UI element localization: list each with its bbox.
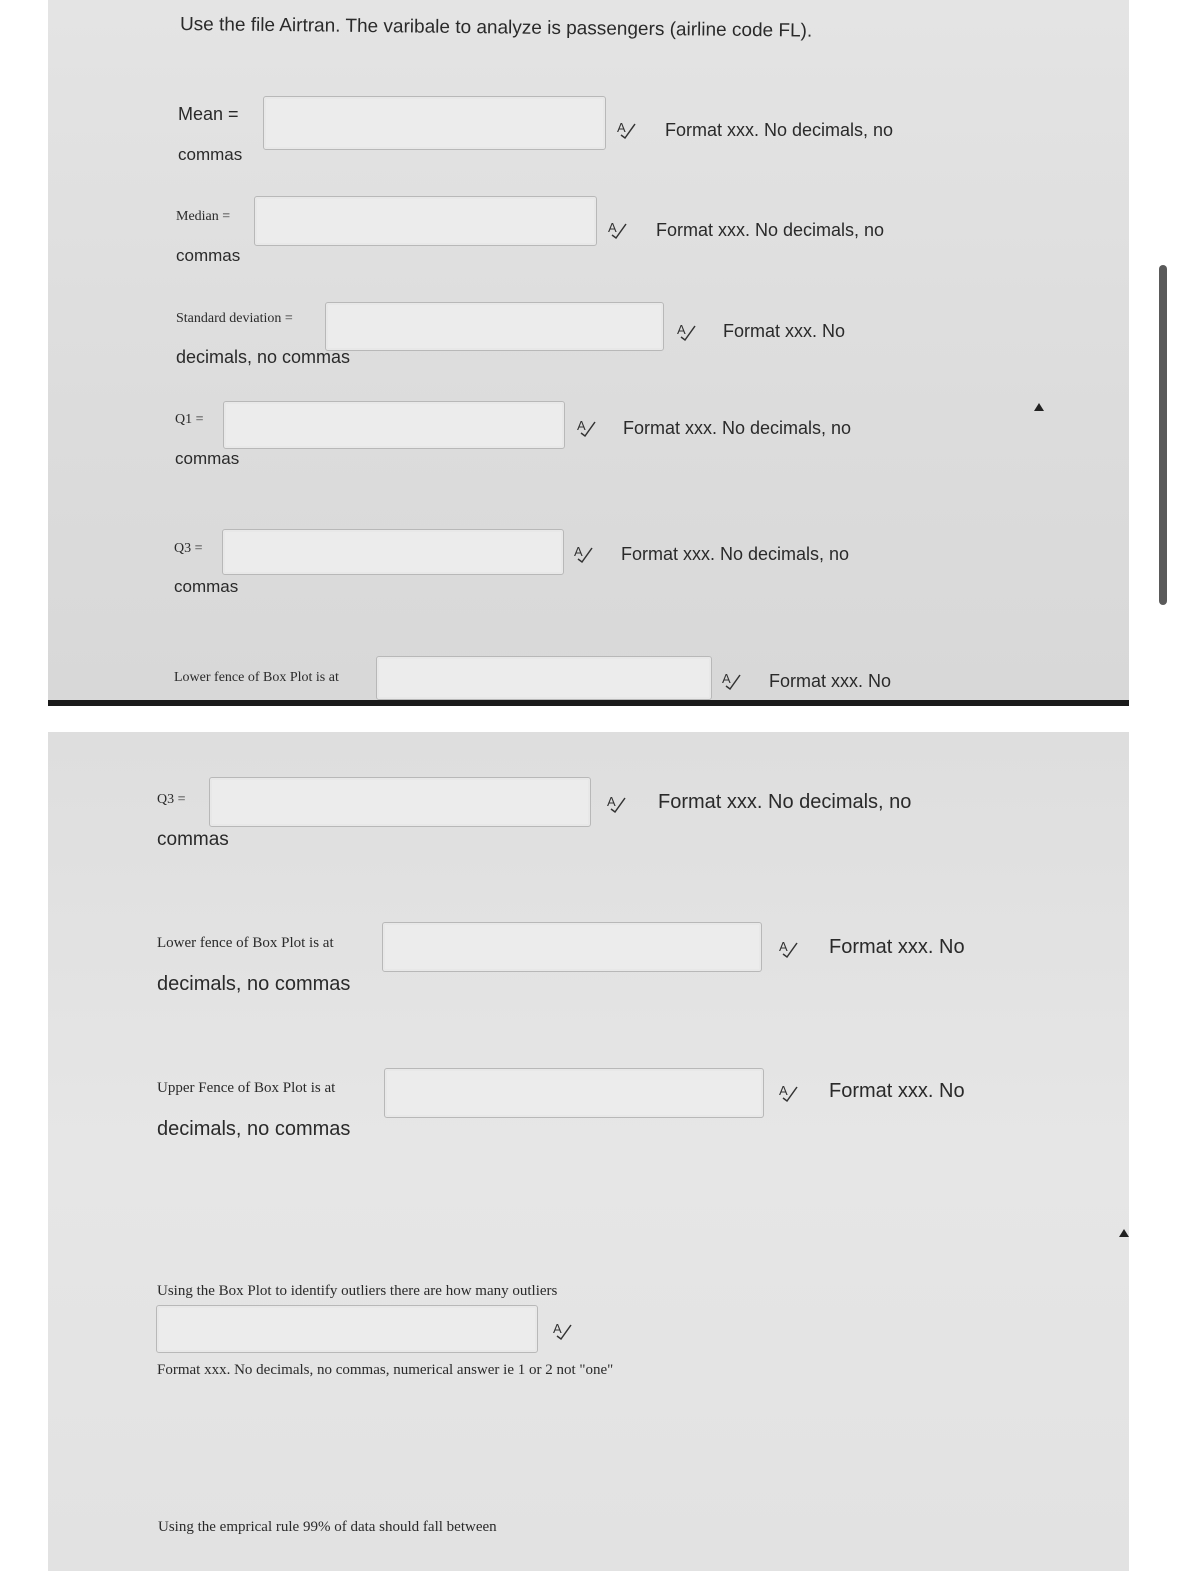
upper-fence-format-hint-cont: decimals, no commas (157, 1118, 351, 1140)
lower-fence-format-hint-cont-2: decimals, no commas (157, 973, 351, 995)
q3-label: Q3 = (174, 541, 203, 556)
q1-label: Q1 = (175, 412, 204, 427)
spellcheck-icon[interactable] (675, 320, 697, 342)
cursor-icon (1034, 403, 1044, 411)
svg-text:A: A (779, 1083, 788, 1098)
outliers-question: Using the Box Plot to identify outliers there are how many outliers (157, 1283, 558, 1299)
q1-input[interactable] (223, 401, 565, 449)
mean-label: Mean = (178, 104, 239, 124)
svg-text:A: A (617, 120, 626, 135)
std-dev-format-hint: Format xxx. No (723, 321, 846, 341)
spellcheck-icon[interactable] (777, 1081, 799, 1103)
q3-input-2[interactable] (209, 777, 591, 827)
svg-text:A: A (574, 544, 583, 559)
spellcheck-icon[interactable] (777, 937, 799, 959)
scrollbar[interactable] (1159, 265, 1167, 605)
mean-format-hint-cont: commas (178, 145, 243, 164)
q3-label-2: Q3 = (157, 792, 186, 807)
outliers-input[interactable] (156, 1305, 538, 1353)
q3-format-hint-cont: commas (174, 577, 239, 596)
std-dev-label: Standard deviation = (176, 311, 293, 326)
q3-format-hint: Format xxx. No decimals, no (621, 544, 850, 564)
svg-text:A: A (553, 1321, 562, 1336)
q3-format-hint-2: Format xxx. No decimals, no (658, 791, 912, 813)
median-label: Median = (176, 209, 231, 224)
upper-fence-format-hint: Format xxx. No (829, 1080, 965, 1102)
q1-format-hint: Format xxx. No decimals, no (623, 418, 852, 438)
lower-fence-label-2: Lower fence of Box Plot is at (157, 935, 334, 951)
spellcheck-icon[interactable] (551, 1319, 573, 1341)
median-input[interactable] (254, 196, 597, 246)
spellcheck-icon[interactable] (572, 542, 594, 564)
svg-text:A: A (677, 322, 686, 337)
spellcheck-icon[interactable] (605, 792, 627, 814)
upper-fence-input[interactable] (384, 1068, 764, 1118)
empirical-question: Using the emprical rule 99% of data should fall between (158, 1519, 497, 1535)
spellcheck-icon[interactable] (720, 669, 742, 691)
spellcheck-icon[interactable] (575, 416, 597, 438)
std-dev-input[interactable] (325, 302, 664, 351)
lower-fence-format-hint: Format xxx. No (769, 671, 892, 691)
std-dev-format-hint-cont: decimals, no commas (176, 347, 351, 367)
question-title: Use the file Airtran. The varibale to analyze is passengers (airline code FL). (179, 14, 813, 42)
median-format-hint: Format xxx. No decimals, no (656, 220, 885, 240)
median-format-hint-cont: commas (176, 246, 241, 265)
screenshot-panel-bottom (48, 732, 1129, 1571)
svg-text:A: A (722, 671, 731, 686)
cursor-icon (1119, 1229, 1129, 1237)
svg-text:A: A (608, 220, 617, 235)
mean-format-hint: Format xxx. No decimals, no (665, 120, 894, 140)
svg-text:A: A (779, 939, 788, 954)
outliers-format-hint: Format xxx. No decimals, no commas, numerical answer ie 1 or 2 not "one" (157, 1362, 614, 1378)
lower-fence-label: Lower fence of Box Plot is at (174, 670, 339, 685)
upper-fence-label: Upper Fence of Box Plot is at (157, 1080, 336, 1096)
q1-format-hint-cont: commas (175, 449, 240, 468)
lower-fence-format-hint-2: Format xxx. No (829, 936, 965, 958)
svg-text:A: A (607, 794, 616, 809)
q3-input[interactable] (222, 529, 564, 575)
spellcheck-icon[interactable] (615, 118, 637, 140)
spellcheck-icon[interactable] (606, 218, 628, 240)
svg-text:A: A (577, 418, 586, 433)
lower-fence-input[interactable] (376, 656, 712, 700)
lower-fence-input-2[interactable] (382, 922, 762, 972)
screen-bezel-edge (48, 700, 1129, 706)
q3-format-hint-cont-2: commas (157, 829, 229, 850)
mean-input[interactable] (263, 96, 606, 150)
